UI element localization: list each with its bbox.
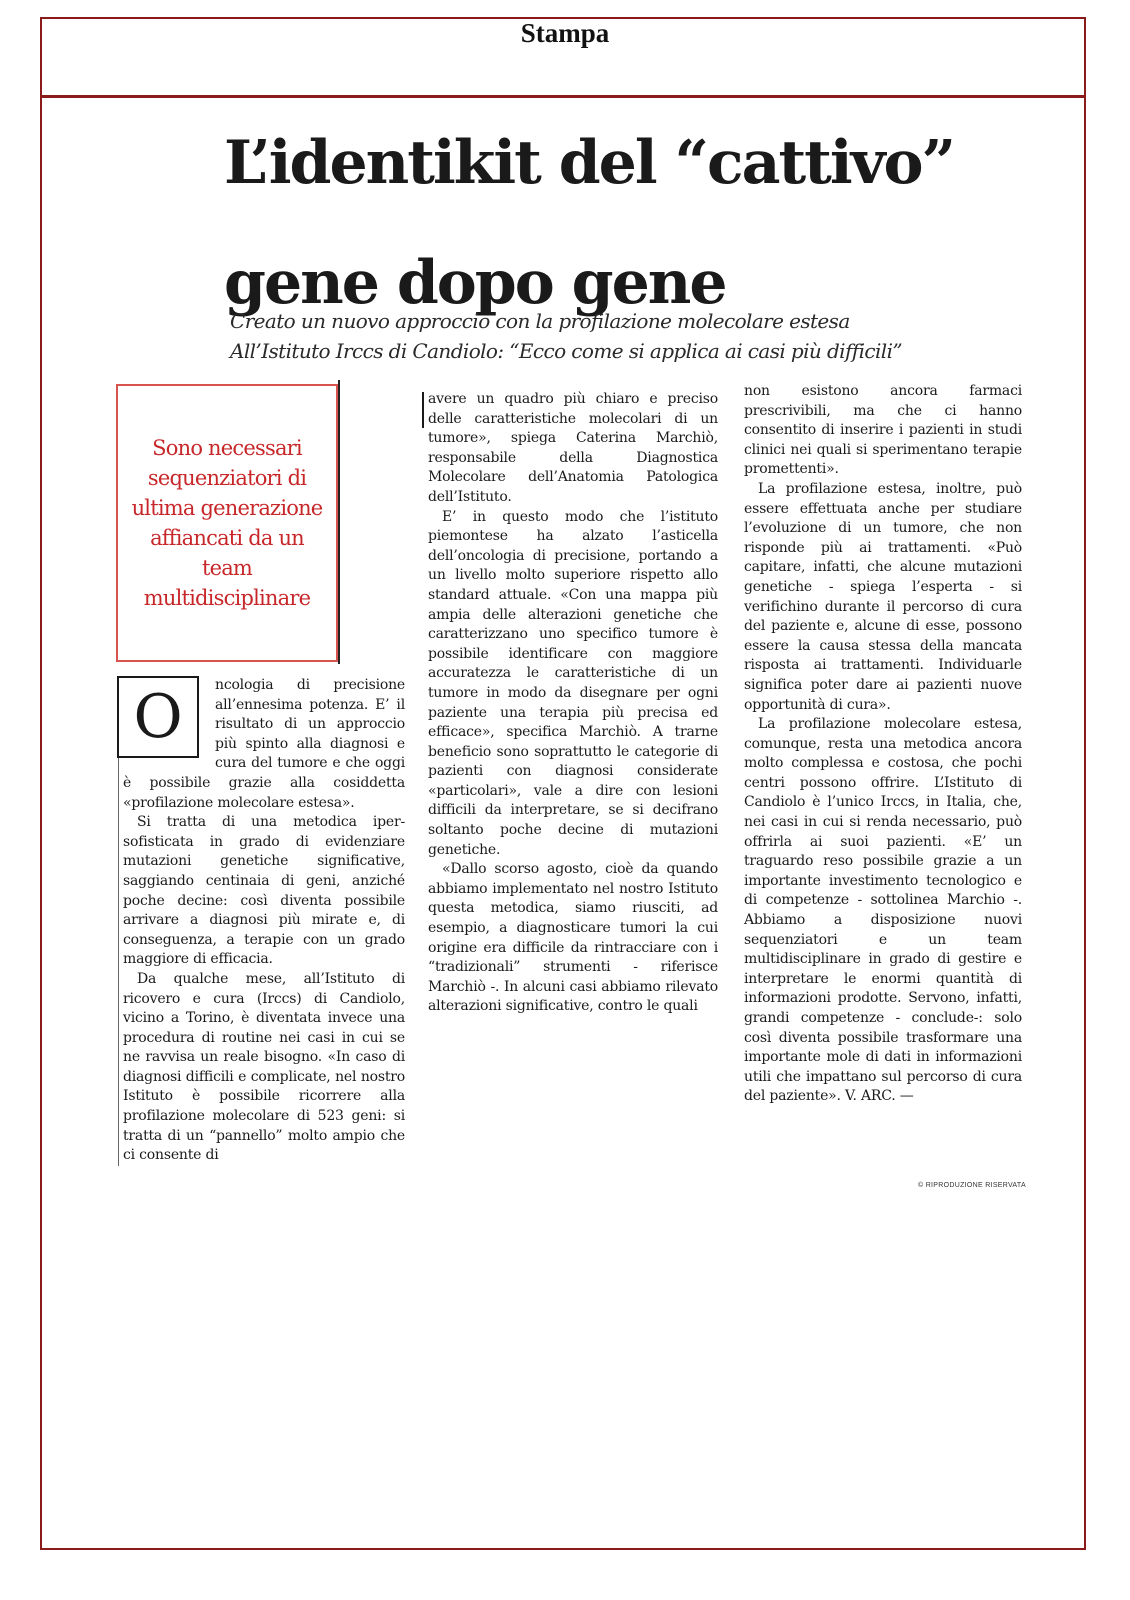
article-column-1 <box>118 676 405 1166</box>
paragraph: ncologia di precisione all’ennesima potenza. E’ il risultato di un approccio più spinto alla diagnosi e cura del tumore e che oggi è possibile grazie alla cosiddetta «profilazione molecolare estesa». <box>123 677 405 811</box>
copyright-note: © RIPRODUZIONE RISERVATA <box>918 1182 1026 1189</box>
paragraph: La profilazione molecolare estesa, comunque, resta una metodica ancora molto complessa e costosa, che pochi centri possono offrire. L’Istituto di Candiolo è l’unico Irccs, in Italia, che, nei casi in cui si renda necessario, può offrirla ai suoi pazienti. «E’ un traguardo reso possibile grazie a un importante investimento tecnologico e di competenze - sottolinea Marchio -. Abbiamo a disposizione nuovi sequenziatori e un team multidisciplinare in grado di gestire e interpretare le enormi quantità di informazioni prodotte. Servono, infatti, grandi competenze - conclude-: solo così diventa possibile trasformare una importante mole di dati in informazioni utili che impattano sul percorso di cura del paziente». V. ARC. — <box>744 716 1022 1105</box>
subtitle-line-1: Creato un nuovo approccio con la profilazione molecolare estesa <box>230 309 850 333</box>
article-column-3 <box>744 382 1022 1107</box>
header-rule <box>40 95 1086 98</box>
pullquote-rule <box>338 380 340 664</box>
paragraph: non esistono ancora farmaci prescrivibili, ma che ci hanno consentito di inserire i pazienti in studi clinici nei quali si sperimentano terapie promettenti». <box>744 383 1022 478</box>
pullquote-text: Sono necessari sequenziatori di ultima generazione affiancati da un team multidisciplinare <box>131 436 323 610</box>
paragraph: avere un quadro più chiaro e preciso delle caratteristiche molecolari di un tumore», spiega Caterina Marchiò, responsabile della Diagnostica Molecolare dell’Anatomia Patologica dell’Istituto. <box>428 391 718 505</box>
paragraph: «Dallo scorso agosto, cioè da quando abbiamo implementato nel nostro Istituto questa metodica, siamo riusciti, ad esempio, a diagnosticare tumori la cui origine era difficile da rintracciare con i “tradizionali” strumenti - riferisce Marchiò -. In alcuni casi abbiamo rilevato alterazioni significative, contro le quali <box>428 861 718 1015</box>
paragraph: E’ in questo modo che l’istituto piemontese ha alzato l’asticella dell’oncologia di precisione, portando a un livello molto superiore rispetto allo standard attuale. «Con una mappa più ampia delle alterazioni genetiche che caratterizzano uno specifico tumore è possibile identificare con maggiore accuratezza le caratteristiche di un tumore in modo da disegnare per ogni paziente una terapia più precisa ed efficace», specifica Marchiò. A trarne beneficio sono soprattutto le categorie di pazienti con diagnosi considerate «particolari», vale a dire con lesioni difficili da interpretare, se si decifrano soltanto poche decine di mutazioni genetiche. <box>428 508 718 858</box>
subtitle-line-2: All’Istituto Irccs di Candiolo: “Ecco come si applica ai casi più difficili” <box>230 339 902 363</box>
subtitle <box>230 306 902 366</box>
paragraph: Da qualche mese, all’Istituto di ricovero e cura (Irccs) di Candiolo, vicino a Torino, è diventata invece una procedura di routine nei casi in cui se ne ravvisa un reale bisogno. «In caso di diagnosi difficili e complicate, nel nostro Istituto è possibile ricorrere alla profilazione molecolare di 523 geni: si tratta di un “pannello” molto ampio che ci consente di <box>123 970 405 1164</box>
pullquote-box <box>116 384 338 662</box>
source-title: Stampa <box>520 18 610 48</box>
drop-cap: O <box>117 676 199 758</box>
article-column-2 <box>428 390 718 1017</box>
headline-line-2: gene dopo gene <box>224 248 726 318</box>
headline-line-1: L’identikit del “cattivo” <box>224 128 955 198</box>
paragraph: Si tratta di una metodica iper-sofisticata in grado di evidenziare mutazioni genetiche significative, saggiando centinaia di geni, anziché poche decine: così diventa possibile arrivare a diagnosi più mirate e, di conseguenza, a terapie con un grado maggiore di efficacia. <box>123 814 405 968</box>
column-marker <box>422 392 424 428</box>
paragraph: La profilazione estesa, inoltre, può essere effettuata anche per studiare l’evoluzione di un tumore, che non risponde più ai trattamenti. «Può capitare, infatti, che alcune mutazioni genetiche - spiega l’esperta - si verifichino durante il percorso di cura del paziente e, alcune di esse, possono essere la causa stessa della mancata risposta ai trattamenti. Individuarle significa poter dare ai pazienti nuove opportunità di cura». <box>744 480 1022 713</box>
